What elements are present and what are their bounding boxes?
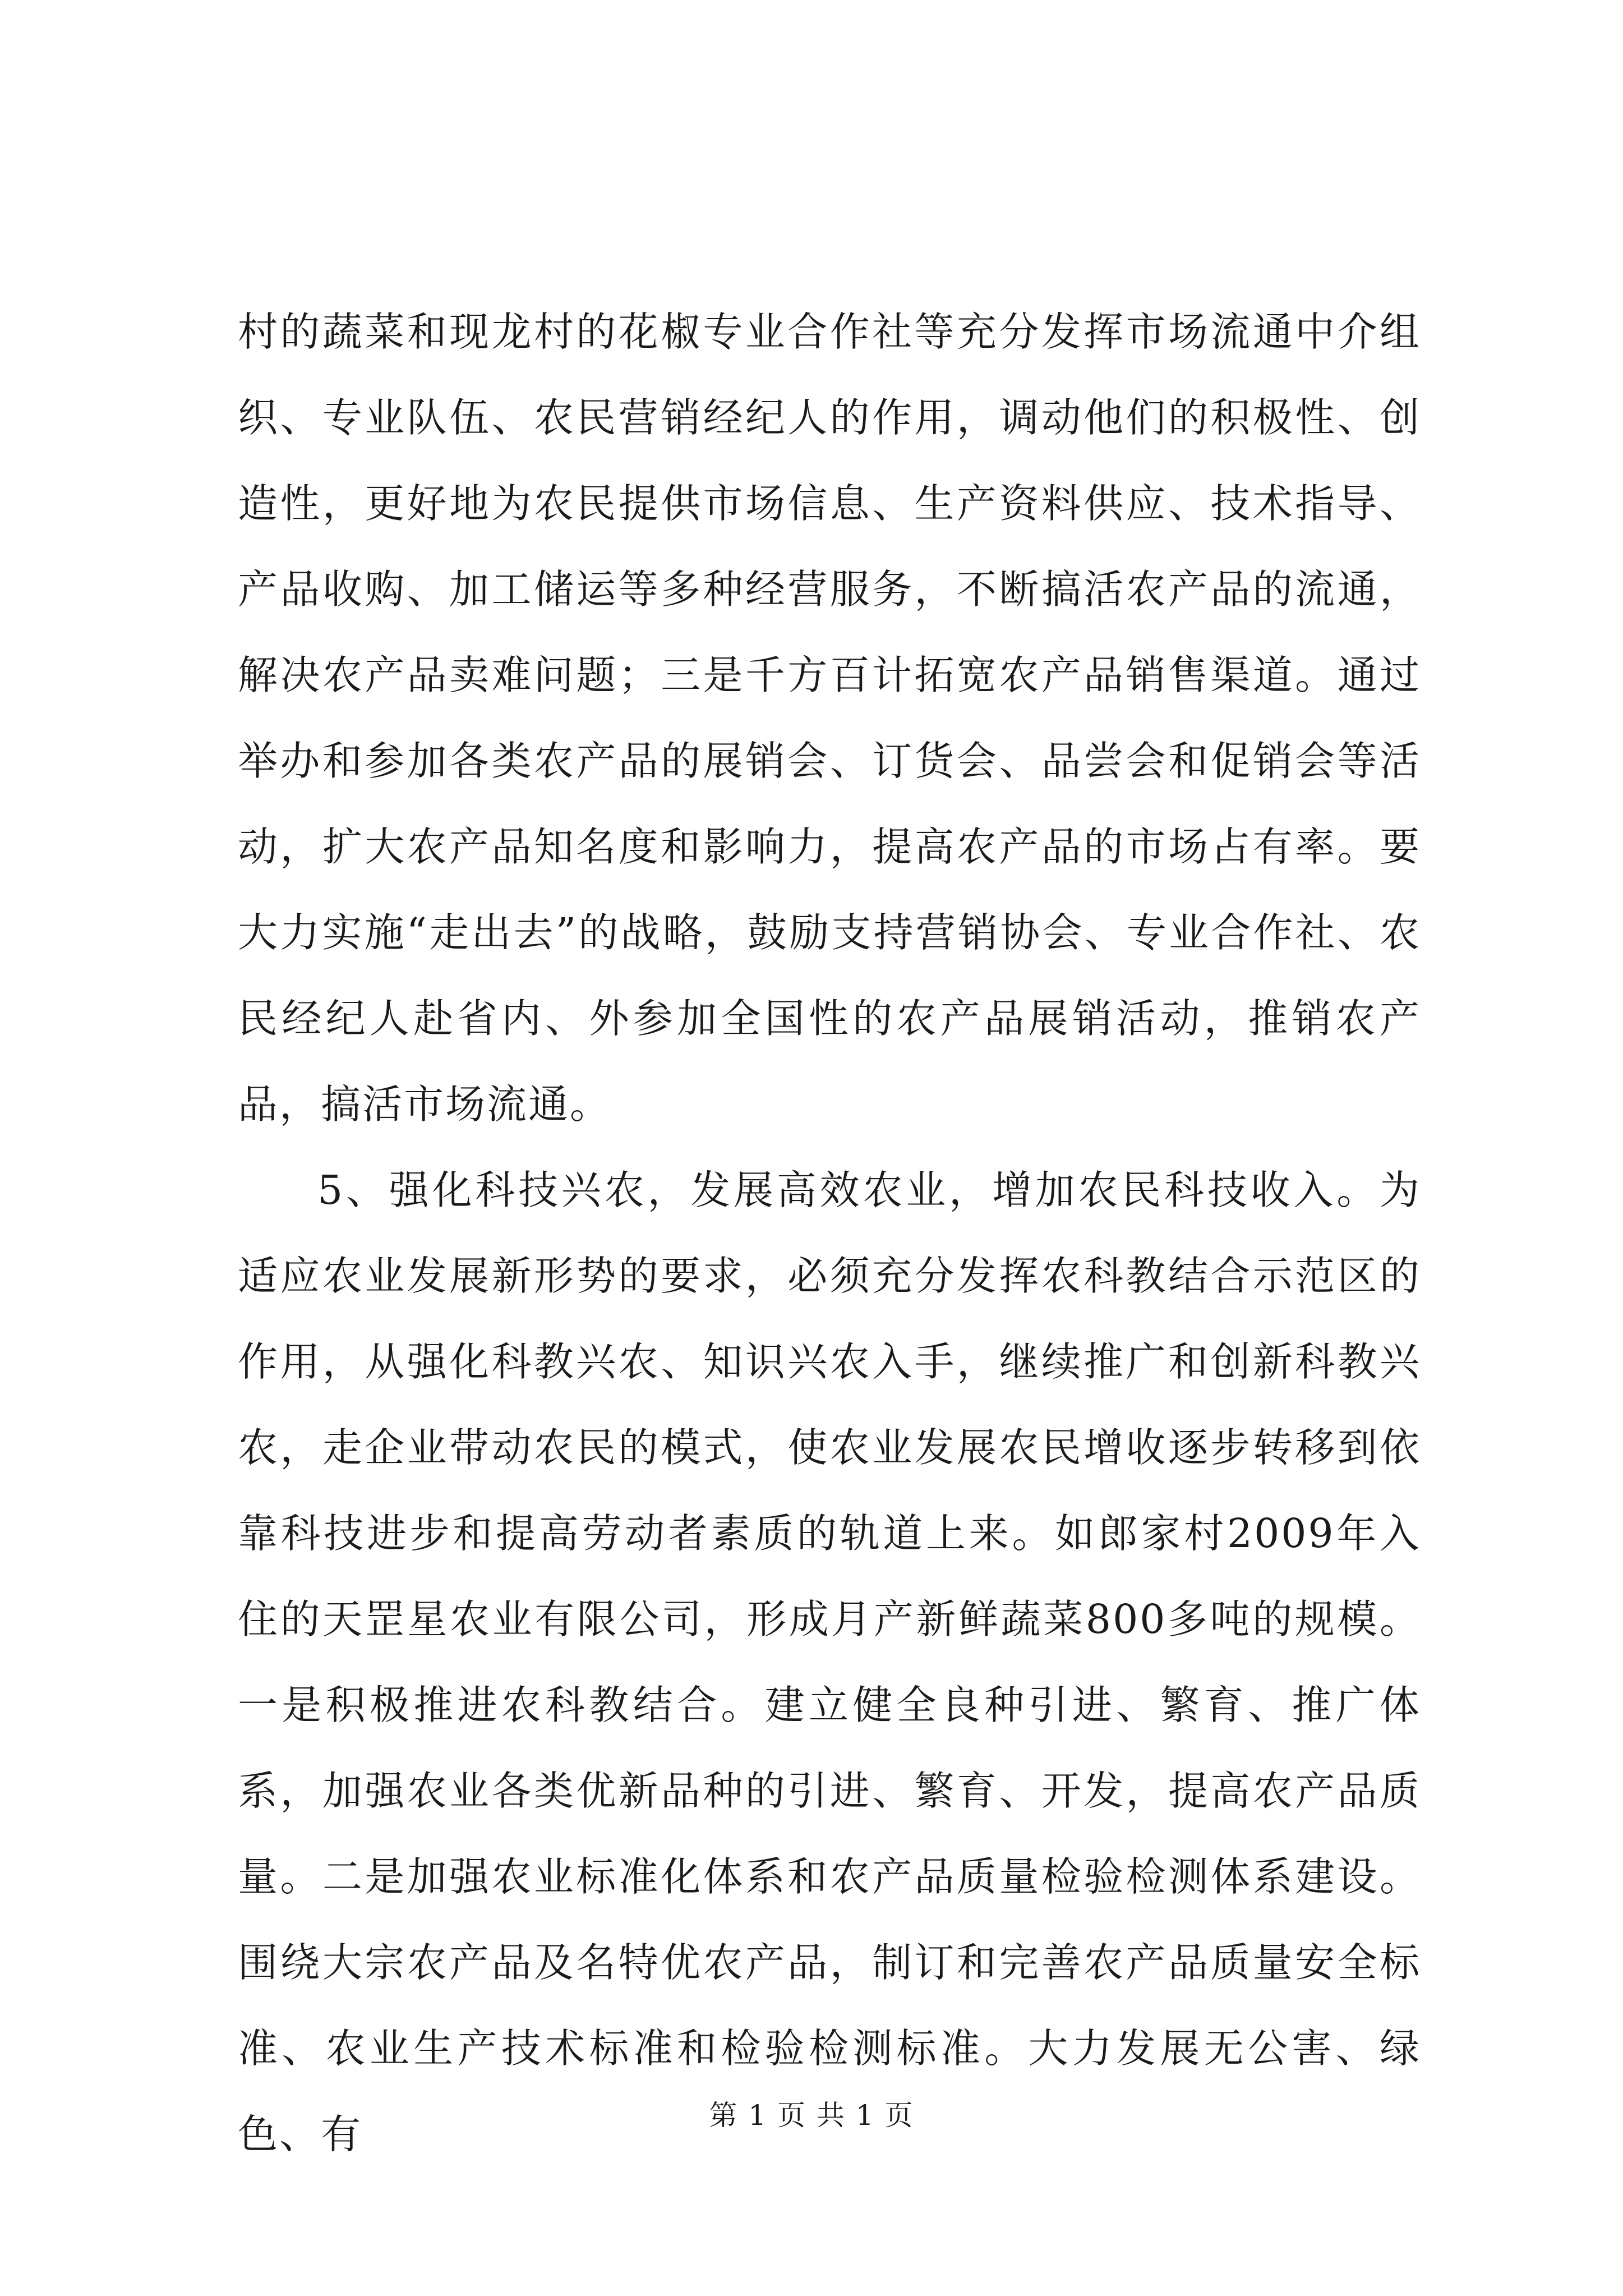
paragraph-technology-agriculture: 5、强化科技兴农，发展高效农业，增加农民科技收入。为适应农业发展新形势的要求，必须充分发挥农科教结合示范区的作用，从强化科教兴农、知识兴农入手，继续推广和创新科教兴农，走企业带动农民的模式，使农业发展农民增收逐步转移到依靠科技进步和提高劳动者素质的轨道上来。如郎家村2009年入住的天罡星农业有限公司，形成月产新鲜蔬菜800多吨的规模。一是积极推进农科教结合。建立健全良种引进、繁育、推广体系，加强农业各类优新品种的引进、繁育、开发，提高农产品质量。二是加强农业标准化体系和农产品质量检验检测体系建设。围绕大宗农产品及名特优农产品，制订和完善农产品质量安全标准、农业生产技术标准和检验检测标准。大力发展无公害、绿色、有: [238, 1167, 1421, 2157]
body-text: [238, 289, 1421, 2177]
page-footer: [0, 2096, 1623, 2135]
page-number-label: 第 1 页 共 1 页: [709, 2099, 914, 2132]
paragraph-market-circulation: 村的蔬菜和现龙村的花椒专业合作社等充分发挥市场流通中介组织、专业队伍、农民营销经纪人的作用，调动他们的积极性、创造性，更好地为农民提供市场信息、生产资料供应、技术指导、产品收购、加工储运等多种经营服务，不断搞活农产品的流通，解决农产品卖难问题；三是千方百计拓宽农产品销售渠道。通过举办和参加各类农产品的展销会、订货会、品尝会和促销会等活动，扩大农产品知名度和影响力，提高农产品的市场占有率。要大力实施“走出去”的战略，鼓励支持营销协会、专业合作社、农民经纪人赴省内、外参加全国性的农产品展销活动，推销农产品，搞活市场流通。: [238, 309, 1421, 1128]
